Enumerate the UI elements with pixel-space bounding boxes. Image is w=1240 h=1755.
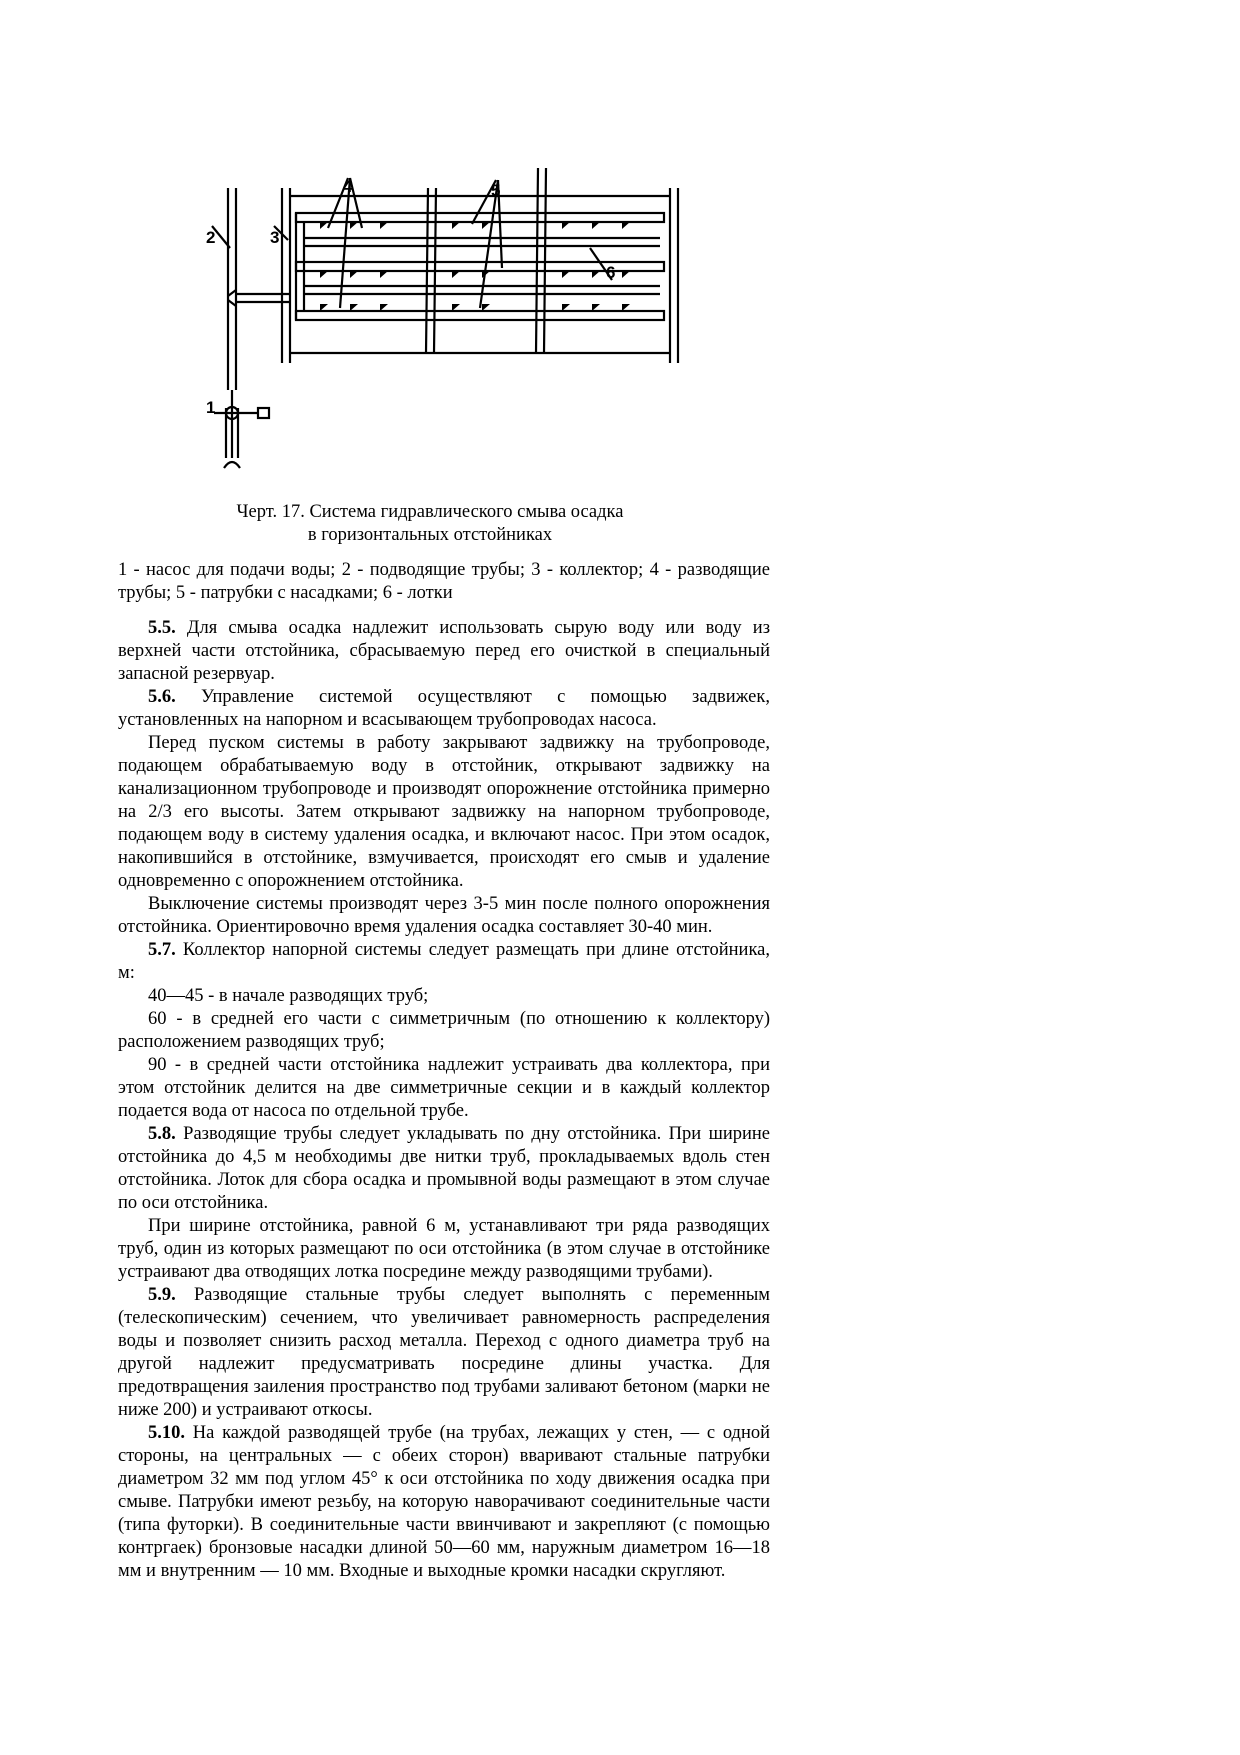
figure-caption [200, 501, 660, 547]
figure-label-5: 5 [491, 181, 501, 200]
figure-hydraulic-flush-scheme [200, 168, 720, 473]
paragraph-text: Перед пуском системы в работу закрывают задвижку на трубопроводе, подающем обрабатываемую воду в отстойник, открывают задвижку на канализационном трубопроводе и производят опорожнение отстойника примерно на 2/3 его высоты. Затем открывают задвижку на напорном трубопроводе, подающем воду в систему удаления осадка, и включают насос. При этом осадок, накопившийся в отстойнике, взмучивается, происходят его смыв и удаление одновременно с опорожнением отстойника. [118, 733, 770, 891]
paragraph-number: 5.7. [148, 940, 176, 960]
paragraph-text: Для смыва осадка надлежит использовать сырую воду или воду из верхней части отстойника, сбрасываемую перед его очисткой в специальный запасной резервуар. [118, 618, 770, 684]
paragraph [118, 1284, 770, 1422]
paragraph-text: На каждой разводящей трубе (на трубах, лежащих у стен, — с одной стороны, на центральных — с обеих сторон) вваривают стальные патрубки диаметром 32 мм под углом 45° к оси отстойника по ходу движения осадка при смыве. Патрубки имеют резьбу, на которую наворачивают соединительные части (типа футорки). В соединительные части ввинчивают и закрепляют (с помощью контргаек) бронзовые насадки длиной 50—60 мм, наружным диаметром 16—18 мм и внутренним — 10 мм. Входные и выходные кромки насадки скругляют. [118, 1423, 770, 1581]
paragraph [118, 1054, 770, 1123]
figure-legend: 1 - насос для подачи воды; 2 - подводящие трубы; 3 - коллектор; 4 - разводящие трубы; 5 - патрубки с насадками; 6 - лотки [118, 560, 770, 603]
paragraph-number: 5.6. [148, 687, 176, 707]
paragraph-text: Коллектор напорной системы следует размещать при длине отстойника, м: [118, 940, 770, 983]
paragraph-text: Выключение системы производят через 3-5 мин после полного опорожнения отстойника. Ориентировочно время удаления осадка составляет 30-40 мин. [118, 894, 770, 937]
paragraph [118, 686, 770, 732]
paragraph [118, 1123, 770, 1215]
caption-line-1: Черт. 17. Система гидравлического смыва осадка [236, 502, 624, 522]
figure-label-6: 6 [606, 263, 616, 282]
paragraph [118, 1215, 770, 1284]
figure-label-3: 3 [270, 228, 280, 247]
paragraph-number: 5.10. [148, 1423, 185, 1443]
paragraph-number: 5.8. [148, 1124, 176, 1144]
paragraph-number: 5.5. [148, 618, 176, 638]
figure-label-1: 1 [206, 398, 216, 417]
paragraph-text: Разводящие стальные трубы следует выполнять с переменным (телескопическим) сечением, что увеличивает равномерность распределения воды и позволяет снизить расход металла. Переход с одного диаметра труб на другой надлежит предусматривать посредине длины участка. Для предотвращения заиления пространство под трубами заливают бетоном (марки не ниже 200) и устраивают откосы. [118, 1285, 770, 1420]
paragraph [118, 732, 770, 893]
paragraph [118, 985, 770, 1008]
paragraph [118, 617, 770, 686]
paragraph-text: 40—45 - в начале разводящих труб; [148, 986, 429, 1006]
paragraph [118, 1008, 770, 1054]
document-body [118, 617, 770, 1583]
paragraph [118, 939, 770, 985]
paragraph [118, 893, 770, 939]
figure-label-2: 2 [206, 228, 216, 247]
paragraph-number: 5.9. [148, 1285, 176, 1305]
paragraph [118, 1422, 770, 1583]
caption-line-2: в горизонтальных отстойниках [307, 525, 553, 545]
paragraph-text: 90 - в средней части отстойника надлежит устраивать два коллектора, при этом отстойник делится на две симметричные секции и в каждый коллектор подается вода от насоса по отдельной трубе. [118, 1055, 770, 1121]
paragraph-text: 60 - в средней его части с симметричным (по отношению к коллектору) расположением разводящих труб; [118, 1009, 770, 1052]
paragraph-text: Разводящие трубы следует укладывать по дну отстойника. При ширине отстойника до 4,5 м необходимы две нитки труб, прокладываемых вдоль стен отстойника. Лоток для сбора осадка и промывной воды размещают в этом случае по оси отстойника. [118, 1124, 770, 1213]
paragraph-text: При ширине отстойника, равной 6 м, устанавливают три ряда разводящих труб, один из которых размещают по оси отстойника (в этом случае в отстойнике устраивают два отводящих лотка посредине между разводящими трубами). [118, 1216, 770, 1282]
paragraph-text: Управление системой осуществляют с помощью задвижек, установленных на напорном и всасывающем трубопроводах насоса. [118, 687, 770, 730]
figure-label-4: 4 [343, 177, 353, 196]
